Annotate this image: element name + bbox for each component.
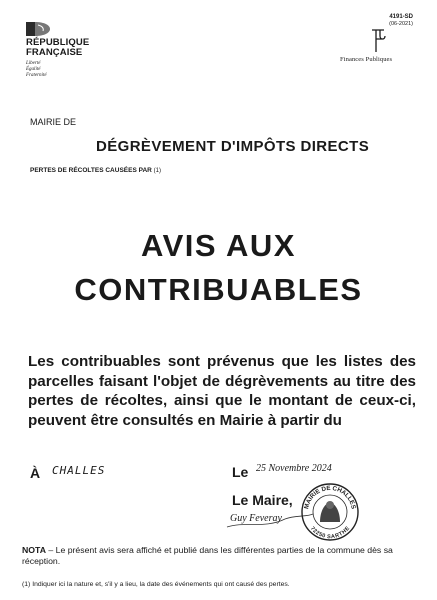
nota-paragraph — [22, 545, 412, 567]
stamp-bottom-text: 72250 SARTHE — [308, 525, 352, 541]
notice-body: Les contribuables sont prévenus que les listes des parcelles faisant l'objet de dégrèvements au titre des pertes de récoltes, ainsi que le montant de ceux-ci, peuvent être consultés en Mairie à partir du — [28, 353, 416, 429]
date-label: Le — [232, 464, 249, 480]
svg-text:72250 SARTHE — [309, 526, 351, 541]
marianne-logo-icon — [26, 22, 52, 36]
nota-text: – Le présent avis sera affiché et publié dans les différentes parties de la commune dès sa réception. — [22, 545, 393, 566]
subtitle — [30, 167, 161, 174]
footnote: (1) Indiquer ici la nature et, s'il y a lieu, la date des événements qui ont causé des pertes. — [22, 581, 290, 588]
location-value: CHALLES — [52, 464, 106, 477]
mairie-stamp-icon — [300, 482, 360, 542]
finances-publiques-logo-icon — [368, 28, 388, 54]
finances-publiques-label: Finances Publiques — [340, 56, 393, 63]
form-date: (06-2021) — [389, 21, 413, 27]
stamp-top-text: MAIRIE DE CHALLES — [303, 484, 357, 510]
page-title: DÉGRÈVEMENT D'IMPÔTS DIRECTS — [96, 138, 370, 155]
signature-text: Guy Feveray — [230, 513, 282, 524]
mayor-label: Le Maire, — [232, 492, 293, 508]
notice-heading-line2: CONTRIBUABLES — [74, 272, 363, 307]
subtitle-text: PERTES DE RÉCOLTES CAUSÉES PAR — [30, 167, 152, 174]
date-value: 25 Novembre 2024 — [256, 463, 332, 474]
mairie-label: MAIRIE DE — [30, 117, 77, 127]
nota-label: NOTA — [22, 545, 46, 555]
notice-heading-line1: AVIS AUX — [141, 228, 296, 263]
republic-motto: Liberté Égalité Fraternité — [26, 61, 47, 78]
location-label: À — [30, 465, 41, 481]
subtitle-note: (1) — [153, 168, 161, 174]
form-number: 4191-SD — [389, 14, 413, 20]
republic-name: RÉPUBLIQUE FRANÇAISE — [26, 37, 90, 58]
